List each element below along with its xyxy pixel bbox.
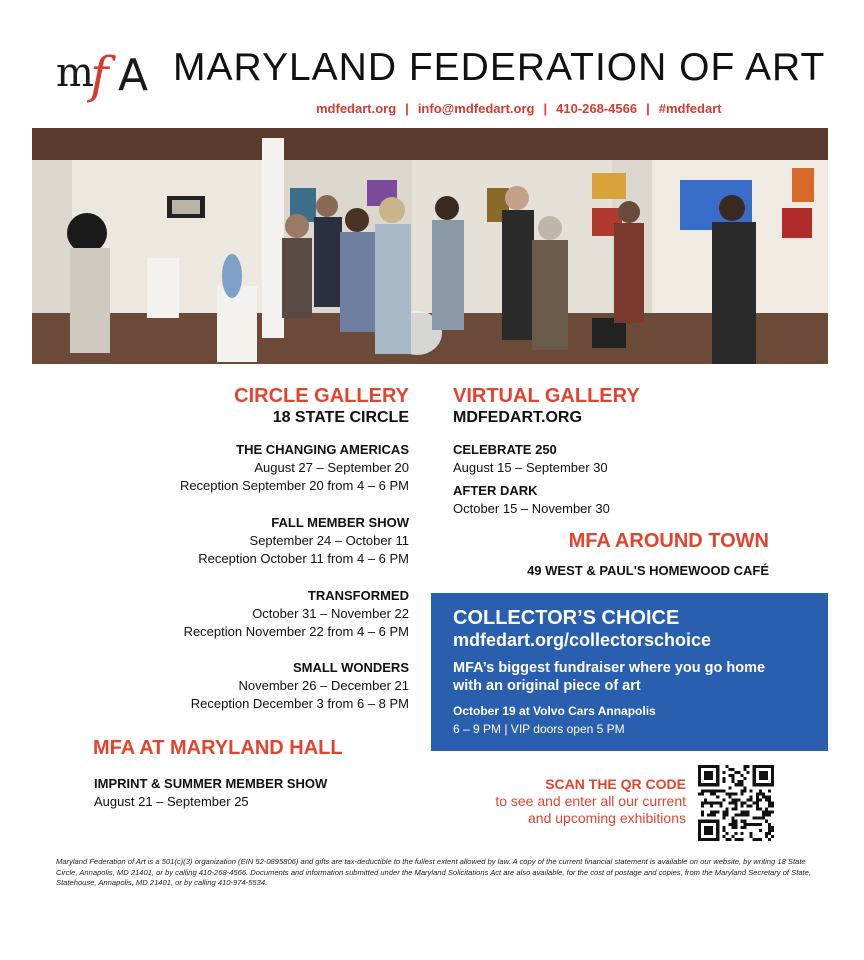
virtual-gallery-site[interactable]: MDFEDART.ORG [453,409,582,426]
exhibit-title: THE CHANGING AMERICAS [236,442,409,457]
logo-letter-a: A [118,50,149,101]
around-town-heading: MFA AROUND TOWN [568,530,769,552]
mfa-logo [56,48,156,106]
qr-line-1: to see and enter all our current [495,793,686,809]
virtual-gallery-heading: VIRTUAL GALLERY [453,385,640,407]
exhibit-reception: Reception November 22 from 4 – 6 PM [183,624,409,639]
separator: | [646,101,650,116]
exhibit-reception: Reception December 3 from 6 – 8 PM [190,696,409,711]
exhibit-title: SMALL WONDERS [292,660,409,675]
exhibit-title: AFTER DARK [453,483,538,498]
exhibit-dates: August 15 – September 30 [453,460,608,475]
exhibit-dates: October 15 – November 30 [453,501,610,516]
website-link[interactable]: mdfedart.org [316,101,397,116]
gallery-photo [32,128,828,364]
qr-code[interactable] [698,765,774,841]
separator: | [543,101,548,116]
around-town-venues: 49 WEST & PAUL'S HOMEWOOD CAFÉ [527,563,769,578]
page-title: MARYLAND FEDERATION OF ART [173,46,826,89]
phone-link[interactable]: 410-268-4566 [556,101,638,116]
collectors-choice-url[interactable]: mdfedart.org/collectorschoice [453,630,712,650]
exhibit-dates: August 27 – September 20 [254,460,409,475]
exhibit-reception: Reception October 11 from 4 – 6 PM [198,551,409,566]
logo-letter-m: m [56,50,94,96]
exhibit-title: FALL MEMBER SHOW [271,515,409,530]
collectors-choice-time: 6 – 9 PM | VIP doors open 5 PM [453,722,625,736]
exhibit-dates: November 26 – December 21 [238,678,409,693]
contact-bar [316,101,722,116]
exhibit-title: CELEBRATE 250 [453,442,557,457]
exhibit-title: IMPRINT & SUMMER MEMBER SHOW [94,776,328,791]
logo-letter-f: f [90,46,109,104]
hashtag-link[interactable]: #mdfedart [658,101,722,116]
exhibit-dates: October 31 – November 22 [252,606,409,621]
exhibit-dates: September 24 – October 11 [249,533,409,548]
exhibit-dates: August 21 – September 25 [94,794,249,809]
email-link[interactable]: info@mdfedart.org [417,101,535,116]
collectors-choice-box [431,593,828,751]
maryland-hall-heading: MFA AT MARYLAND HALL [93,737,343,759]
qr-heading: SCAN THE QR CODE [545,776,686,792]
circle-gallery-heading: CIRCLE GALLERY [234,385,409,407]
legal-disclaimer: Maryland Federation of Art is a 501(c)(3) organization (EIN 52-0895806) and gifts are tax-deductible to the fullest extent allowed by law. A copy of the current financial statement is available on our website, by writing 18 State Circle, Annapolis, MD 21401, or by calling 410-268-4566. Documents and information submitted under the Maryland Solicitations Act are also available, for the cost of postage and copies, from the Maryland Secretary of State, Statehouse, Annapolis, MD 21401, or by calling 410-974-5534. [56,857,811,887]
exhibit-title: TRANSFORMED [307,588,409,603]
collectors-choice-description: MFA’s biggest fundraiser where you go home with an original piece of art [453,660,766,694]
exhibit-reception: Reception September 20 from 4 – 6 PM [179,478,409,493]
qr-line-2: and upcoming exhibitions [528,810,686,826]
circle-gallery-address: 18 STATE CIRCLE [272,409,409,426]
collectors-choice-title: COLLECTOR’S CHOICE [453,607,680,629]
separator: | [405,101,409,116]
collectors-choice-date: October 19 at Volvo Cars Annapolis [453,704,656,718]
